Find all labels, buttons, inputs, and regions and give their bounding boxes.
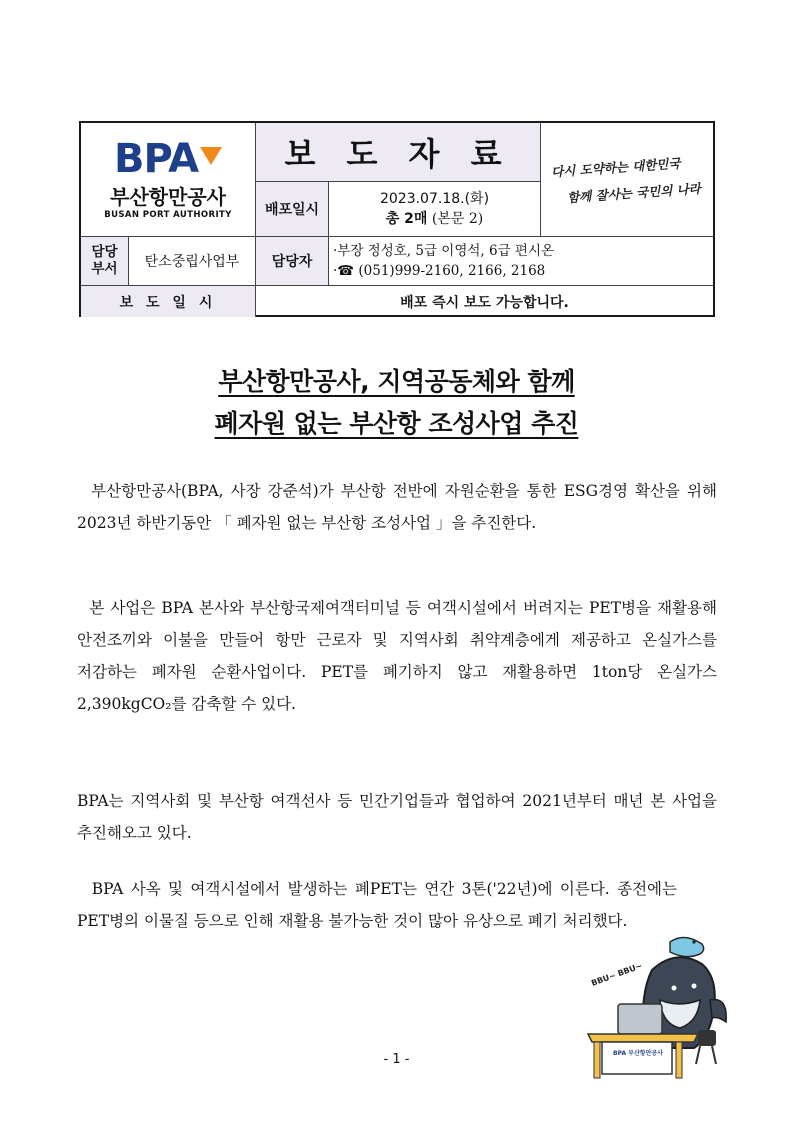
- body-paragraph-4: BPA 사옥 및 여객시설에서 발생하는 폐PET는 연간 3톤('22년)에 이른다. 종전에는 PET병의 이물질 등으로 인해 재활용 불가능한 것이 많아 유상으로 폐기 처리했다.: [77, 880, 682, 930]
- government-slogan: [541, 123, 713, 236]
- page-count: 총 2매: [385, 211, 428, 227]
- slogan-line-2: 함께 잘사는 국민의 나라: [566, 180, 702, 205]
- org-name: 부산항만공사: [110, 185, 226, 209]
- press-header-table: [79, 121, 715, 317]
- page-number: - 1 -: [383, 1052, 410, 1067]
- headline-line-1: 부산항만공사, 지역공동체와 함께: [218, 367, 575, 396]
- dept-label: 담당 부서: [81, 237, 128, 285]
- contact-cell: [329, 237, 713, 285]
- doc-type-title: 보 도 자 료: [256, 123, 540, 181]
- contact-phone: ·☎ (051)999-2160, 2166, 2168: [333, 263, 546, 279]
- dept-value: 탄소중립사업부: [144, 254, 240, 270]
- embargo-value: 배포 즉시 보도 가능합니다.: [400, 294, 569, 311]
- contact-label: 담당자: [256, 237, 328, 285]
- headline-line-2: 폐자원 없는 부산항 조성사업 추진: [214, 409, 579, 438]
- embargo-label: 보 도 일 시: [81, 286, 255, 317]
- logo-text: BPA: [113, 136, 199, 182]
- bpa-logo: [81, 123, 255, 236]
- release-date-cell: [329, 182, 540, 236]
- body-paragraph-1: 부산항만공사(BPA, 사장 강준석)가 부산항 전반에 자원순환을 통한 ESG경영 확산을 위해 2023년 하반기동안 「 폐자원 없는 부산항 조성사업 」을 추진한다.: [77, 482, 722, 532]
- slogan-line-1: 다시 도약하는 대한민국: [550, 155, 681, 179]
- desk-label: BPA 부산항만공사: [613, 1050, 663, 1057]
- body-paragraph-2: 본 사업은 BPA 본사와 부산항국제여객터미널 등 여객시설에서 버려지는 PET병을 재활용해 안전조끼와 이불을 만들어 항만 근로자 및 지역사회 취약계층에게 제공하고 온실가스를 저감하는 폐자원 순환사업이다. PET를 폐기하지 않고 재활용하면 1ton당 온실가스 2,390kgCO₂를 감축할 수 있다.: [77, 599, 722, 713]
- release-date-label: 배포일시: [256, 182, 328, 236]
- page-count-detail: (본문 2): [431, 211, 484, 227]
- logo-triangle-icon: [200, 147, 222, 165]
- body-paragraph-3: BPA는 지역사회 및 부산항 여객선사 등 민간기업들과 협업하여 2021년부터 매년 본 사업을 추진해오고 있다.: [77, 792, 722, 842]
- contact-names: ·부장 정성호, 5급 이영석, 6급 편시온: [333, 243, 555, 259]
- mascot-speech: BBU~ BBU~: [590, 961, 644, 988]
- org-name-en: BUSAN PORT AUTHORITY: [104, 210, 232, 220]
- release-date: 2023.07.18.(화): [379, 191, 490, 207]
